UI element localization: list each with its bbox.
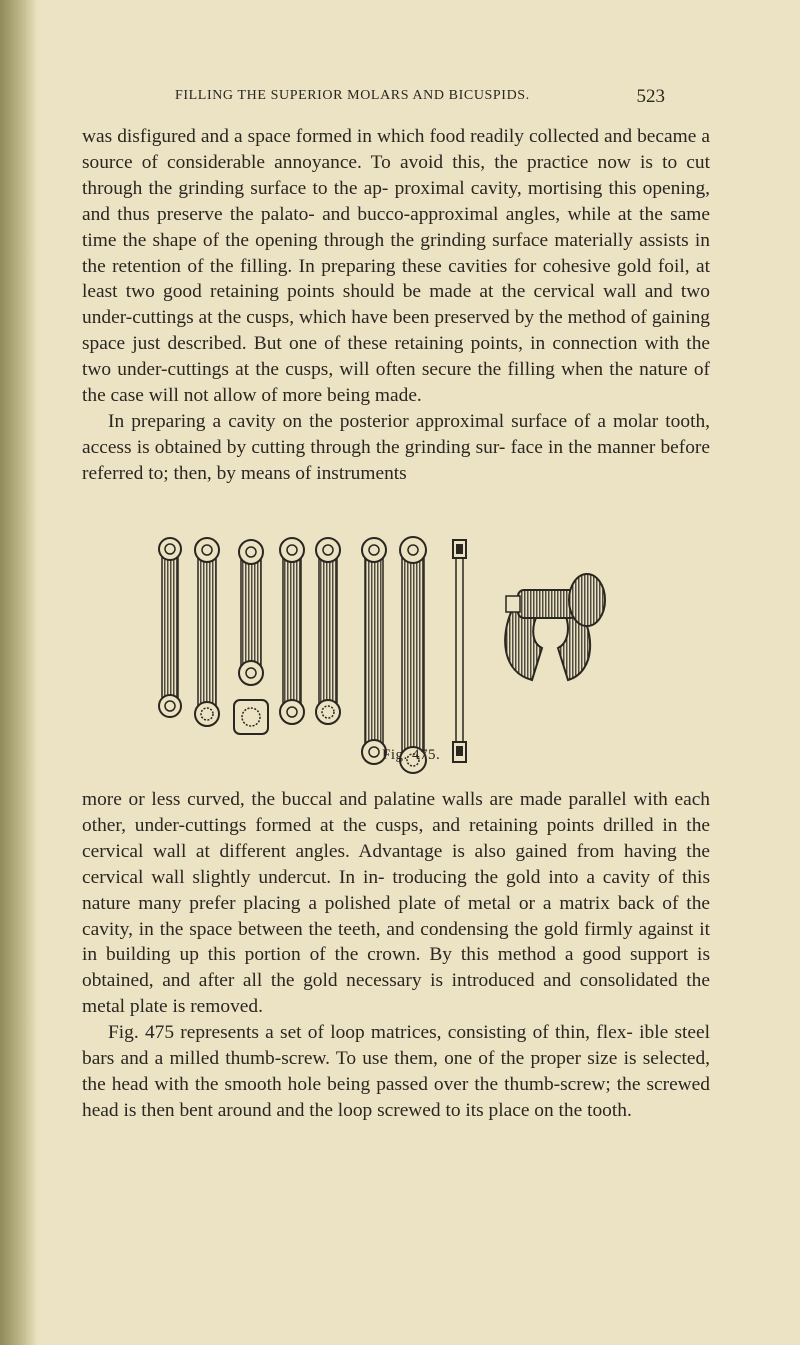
matrix-band-1	[159, 538, 181, 717]
matrix-band-2	[195, 538, 219, 726]
paragraph-3-text: more or less curved, the buccal and palatine walls are made parallel with each other, under-cuttings formed at the cusps, and retaining points drilled in the cervical wall at different angles. Advantage is also gained from having the cervical wall slightly undercut. In in- troducing the gold into a cavity of this nature many prefer placing a polished plate of metal or a matrix back of the cavity, in the space between the teeth, and condensing the gold firmly against it in building up this portion of the crown. By this method a good support is obtained, and after all the gold necessary is introduced and consolidated the metal plate is removed.	[82, 789, 710, 1018]
page-number: 523	[636, 86, 665, 107]
matrix-band-4	[280, 538, 304, 724]
loop-matrices-illustration	[140, 532, 680, 777]
thumb-screw-loop	[505, 574, 605, 680]
paragraph-1: was disfigured and a space formed in which food readily collected and became a source of considerable annoyance. To avoid this, the practice now is to cut through the grinding surface to the ap- proximal cavity, mortising this opening, and thus preserve the palato- and bucco-approximal angles, while at the same time the shape of the opening through the grinding surface materially assists in the retention of the filling. In preparing these cavities for cohesive gold foil, at least two good retaining points should be made at the cervical wall and two under-cuttings at the cusps, which have been preserved by the method of gaining space just described. But one of these retaining points, in connection with the two under-cuttings at the cusps, will often secure the filling when the nature of the case will not allow of more being made.	[82, 126, 710, 407]
matrix-band-5	[316, 538, 340, 724]
paragraph-4-text: Fig. 475 represents a set of loop matrices, consisting of thin, flex- ible steel bars and a milled thumb-screw. To use them, one of the proper size is selected, the head with the smooth hole being passed over the thumb-screw; the screwed head is then bent around and the loop screwed to its place on the tooth.	[82, 1022, 710, 1121]
straight-steel-bar	[453, 540, 466, 762]
paragraph-2	[82, 409, 710, 487]
page-edge-shadow	[0, 0, 38, 1345]
figure-475-loop-matrices	[140, 532, 680, 777]
running-title: FILLING THE SUPERIOR MOLARS AND BICUSPIDS.	[175, 88, 530, 103]
paragraph-4	[82, 1020, 710, 1124]
matrix-band-6	[362, 538, 386, 764]
paragraph-2-text: In preparing a cavity on the posterior approximal surface of a molar tooth, access is obtained by cutting through the grinding sur- face in the manner before referred to; then, by means of instruments	[82, 411, 710, 484]
paragraph-3	[82, 787, 710, 1020]
matrix-band-7	[400, 537, 426, 773]
figure-caption: Fig. 475.	[382, 747, 441, 763]
matrix-band-3	[234, 540, 268, 734]
